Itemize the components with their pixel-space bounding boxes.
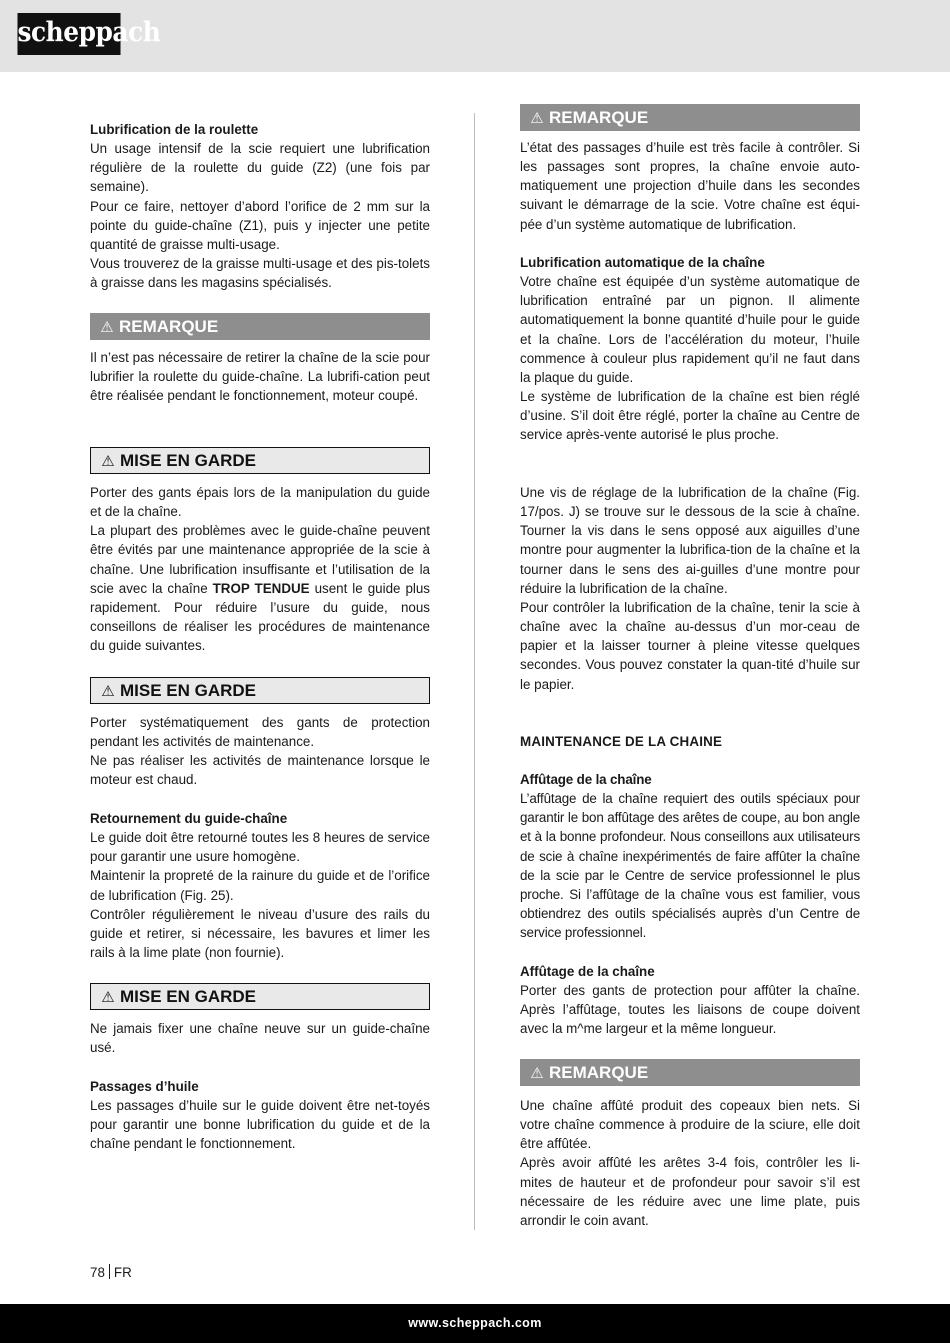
section-heading: Retournement du guide-chaîne bbox=[90, 811, 288, 826]
affutage-section-1 bbox=[520, 770, 860, 942]
paragraph bbox=[90, 521, 430, 655]
warning-icon: ⚠ bbox=[530, 1065, 544, 1082]
lubrication-roulette-section bbox=[90, 120, 430, 292]
section-heading: Affûtage de la chaîne bbox=[520, 964, 655, 979]
paragraph: Vous trouverez de la graisse multi-usage et des pis-tolets à graisse dans les magasins spécialisés. bbox=[90, 256, 430, 291]
paragraph: Porter systématiquement des gants de protection pendant les activités de maintenance. bbox=[90, 715, 430, 750]
remarque-text bbox=[90, 348, 430, 405]
warning-icon: ⚠ bbox=[101, 453, 115, 470]
lubrification-auto-section bbox=[520, 253, 860, 445]
text-run: usent le guide plus rapidement. Pour réduire l’usure du guide, nous conseillons de réaliser les procédures de maintenance du guide suivantes. bbox=[90, 580, 431, 654]
paragraph: Porter des gants de protection pour affûter la chaîne. Après l’affûtage, toutes les liaisons de coupe doivent avec la m^me largeur et la même longueur. bbox=[520, 983, 860, 1037]
section-heading: Lubrification automatique de la chaîne bbox=[520, 255, 765, 270]
paragraph: Ne pas réaliser les activités de maintenance lorsque le moteur est chaud. bbox=[90, 753, 430, 788]
page-number bbox=[90, 1264, 132, 1280]
paragraph: L’état des passages d’huile est très facile à contrôler. Si les passages sont propres, la chaîne envoie auto-matiquement une projection d’huile dans les secondes suivant le démarrage de la scie. Votre chaîne est équi-pée d’un système automatique de lubrification. bbox=[520, 140, 860, 232]
paragraph: Après avoir affûté les arêtes 3-4 fois, contrôler les li-mites de hauteur et de profondeur pour savoir s’il est nécessaire de les réduire avec une lime plate, puis arrondir le coin avant. bbox=[520, 1155, 860, 1228]
paragraph: Ne jamais fixer une chaîne neuve sur un guide-chaîne usé. bbox=[90, 1021, 430, 1056]
header-bar bbox=[0, 0, 950, 72]
paragraph: Les passages d’huile sur le guide doivent être net-toyés pour garantir une bonne lubrification du guide et de la chaîne pendant le fonctionnement. bbox=[90, 1098, 430, 1152]
paragraph: Le guide doit être retourné toutes les 8 heures de service pour garantir une usure homogène. bbox=[90, 830, 430, 865]
paragraph: Il n’est pas nécessaire de retirer la chaîne de la scie pour lubrifier la roulette du guide-chaîne. La lubrifi-cation peut être réalisée pendant le fonctionnement, moteur coupé. bbox=[90, 350, 430, 404]
column-divider bbox=[474, 113, 475, 1230]
paragraph: Le système de lubrification de la chaîne est bien réglé d’usine. S’il doit être réglé, porter la chaîne au Centre de service après-vente autorisé le plus proche. bbox=[520, 389, 860, 443]
chapter-heading: MAINTENANCE DE LA CHAINE bbox=[520, 734, 723, 749]
mise-en-garde-box bbox=[90, 983, 430, 1010]
affutage-section-2 bbox=[520, 962, 860, 1039]
paragraph: Une chaîne affûté produit des copeaux bien nets. Si votre chaîne commence à produire de la sciure, elle doit être affûtée. bbox=[520, 1098, 860, 1152]
paragraph: Maintenir la propreté de la rainure du guide et de l’orifice de lubrification (Fig. 25). bbox=[90, 868, 430, 903]
passages-huile-section bbox=[90, 1077, 430, 1154]
retournement-section bbox=[90, 809, 430, 962]
section-heading: Passages d’huile bbox=[90, 1079, 199, 1094]
warning-icon: ⚠ bbox=[100, 319, 114, 336]
box-title: MISE EN GARDE bbox=[120, 987, 257, 1006]
paragraph: Un usage intensif de la scie requiert une lubrification régulière de la roulette du guide (Z2) (une fois par semaine). bbox=[90, 141, 430, 195]
section-heading: Lubrification de la roulette bbox=[90, 122, 259, 137]
mise-en-garde-box bbox=[90, 447, 430, 474]
emphasis-text: TROP TENDUE bbox=[212, 580, 310, 596]
vis-reglage-section bbox=[520, 483, 860, 694]
paragraph: Contrôler régulièrement le niveau d’usure des rails du guide et retirer, si nécessaire, les bavures et limer les rails à la lime plate (non fournie). bbox=[90, 906, 430, 961]
warning-icon: ⚠ bbox=[101, 989, 115, 1006]
mise-en-garde-text bbox=[90, 1019, 430, 1057]
paragraph: Une vis de réglage de la lubrification de la chaîne (Fig. 17/pos. J) se trouve sur le dessous de la scie à chaîne. Tourner la vis dans le sens opposé aux aiguilles d’une montre pour augmenter la lubrifica-tion de la chaîne et la tourner dans le sens des ai-guilles d’une montre pour réduire la lubrification de la chaîne. bbox=[520, 485, 860, 596]
box-title: MISE EN GARDE bbox=[120, 681, 257, 700]
maintenance-heading-block bbox=[520, 732, 860, 751]
mise-en-garde-text bbox=[90, 483, 430, 655]
remarque-box bbox=[90, 313, 430, 340]
box-title: REMARQUE bbox=[119, 317, 219, 336]
paragraph: Votre chaîne est équipée d’un système automatique de lubrification entraîné par un pignon. Il alimente automatiquement la bonne quantité d’huile pour le guide et la chaîne. Lors de l’accélération du moteur, l’huile commence à couleur plus rapidement qu’il ne faut dans la plaque du guide. bbox=[520, 274, 860, 385]
section-heading: Affûtage de la chaîne bbox=[520, 772, 652, 787]
warning-icon: ⚠ bbox=[101, 683, 115, 700]
separator bbox=[109, 1264, 110, 1279]
page-number-value: 78 bbox=[90, 1265, 105, 1280]
warning-icon: ⚠ bbox=[530, 110, 544, 127]
remarque-text bbox=[520, 138, 860, 234]
paragraph: L’affûtage de la chaîne requiert des outils spéciaux pour garantir le bon affûtage des arêtes de coupe, au bon angle et à la bonne profondeur. Nous conseillons aux utilisateurs de scie à chaîne inexpérimentés de faire affûter la chaîne de la scie par le Centre de service professionnel le plus proche. Si l’affûtage de la chaîne vous est familier, vous obtiendrez des outils spécialisés auprès d’un Centre de service professionnel. bbox=[520, 791, 860, 941]
website-link[interactable]: www.scheppach.com bbox=[408, 1316, 542, 1330]
language-code: FR bbox=[113, 1265, 132, 1280]
paragraph: Pour ce faire, nettoyer d’abord l’orifice de 2 mm sur la pointe du guide-chaîne (Z1), puis y injecter une petite quantité de graisse multi-usage. bbox=[90, 198, 430, 252]
box-title: REMARQUE bbox=[549, 108, 649, 127]
paragraph: Pour contrôler la lubrification de la chaîne, tenir la scie à chaîne avec la chaîne au-dessus d’un mor-ceau de papier et la laisser tourner à pleine vitesse quelques secondes. Vous pouvez constater la quan-tité d’huile sur le papier. bbox=[520, 599, 860, 692]
box-title: MISE EN GARDE bbox=[120, 451, 257, 470]
mise-en-garde-text bbox=[90, 713, 430, 790]
remarque-box bbox=[520, 104, 860, 131]
box-title: REMARQUE bbox=[549, 1063, 649, 1082]
footer-bar bbox=[0, 1304, 950, 1343]
remarque-box bbox=[520, 1059, 860, 1086]
mise-en-garde-box bbox=[90, 677, 430, 704]
remarque-text bbox=[520, 1096, 860, 1230]
paragraph: Porter des gants épais lors de la manipulation du guide et de la chaîne. bbox=[90, 485, 430, 520]
text-run: La plupart des problèmes avec le guide-chaîne peuvent être évités par une maintenance appropriée de la scie à chaîne. Une lubrification insuffisante et l’utilisation de la scie avec la chaîne bbox=[90, 523, 430, 596]
scheppach-logo: scheppach bbox=[17, 13, 120, 55]
